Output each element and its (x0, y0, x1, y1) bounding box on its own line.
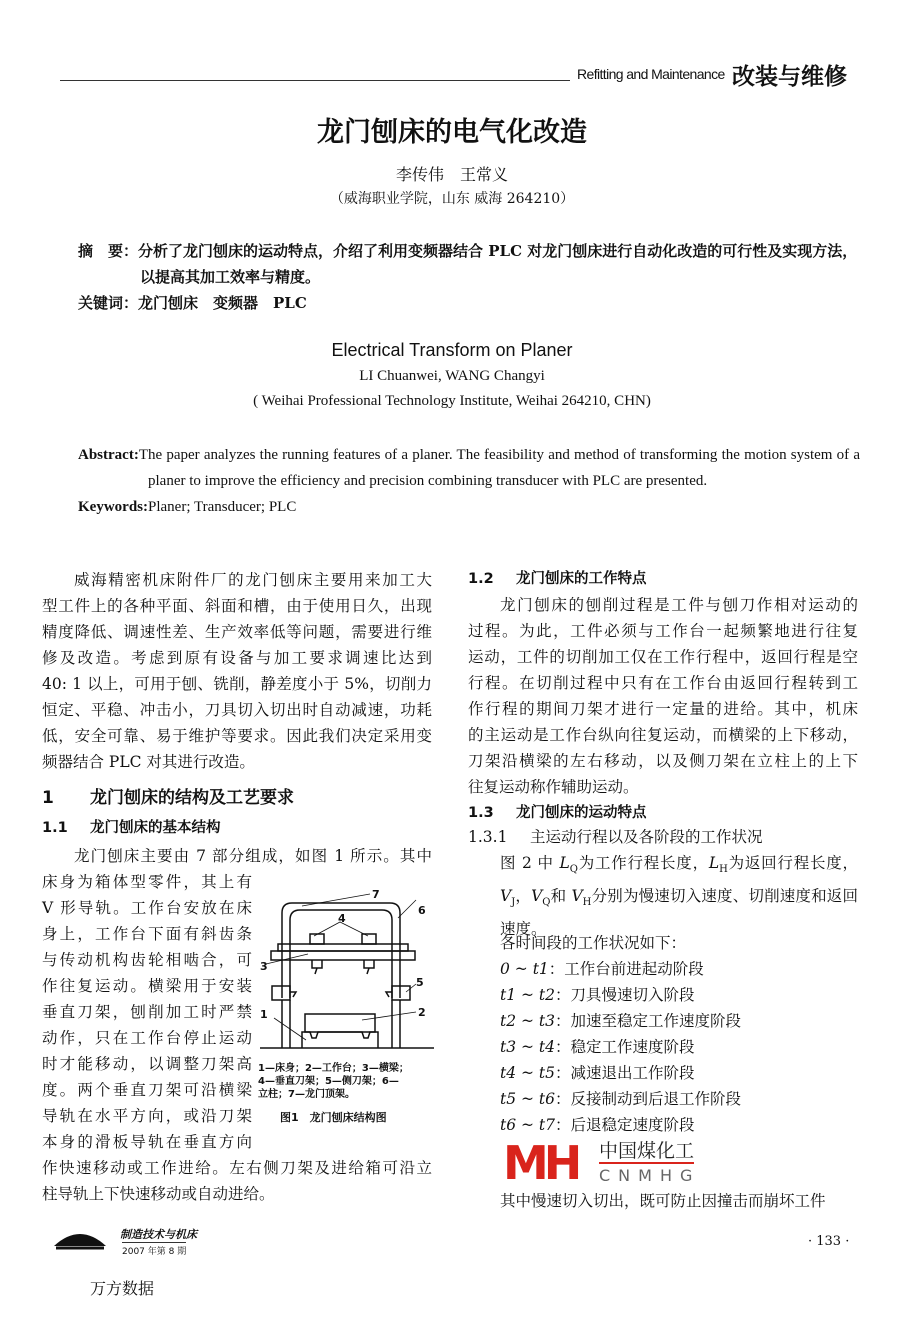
text-line: 修及改造。考虑到原有设备与加工要求调速比达到 (42, 649, 432, 667)
header-rule (60, 80, 570, 81)
watermark-cn: 中国煤化工 (599, 1140, 695, 1162)
text-line: 动作，只在工作台停止运动 (42, 1029, 252, 1047)
affiliation: （威海职业学院，山东 威海 264210） (329, 191, 575, 207)
stage-item: t5 ~ t6：反接制动到后退工作阶段 (500, 1090, 742, 1108)
stage-item: t4 ~ t5：减速退出工作阶段 (500, 1064, 695, 1082)
section-1-1-heading: 1.1 龙门刨床的基本结构 (42, 820, 221, 836)
stage-item: 0 ~ t1：工作台前进起动阶段 (500, 960, 704, 978)
text-line: 柱导轨上下快速移动或自动进给。 (42, 1185, 275, 1203)
text-line: 本身的滑板导轨在垂直方向 (42, 1133, 252, 1151)
text-line: 龙门刨床的刨削过程是工件与刨刀作相对运动的 (500, 596, 858, 614)
text-line: 与传动机构齿轮相啮合，可 (42, 951, 252, 969)
text-line: 40: 1 以上，可用于刨、铣削，静差度小于 5%，切削力 (42, 675, 432, 693)
text-line: 身上，工作台下面有斜齿条 (42, 925, 252, 943)
text-line: 时才能移动，以调整刀架高 (42, 1055, 252, 1073)
text-line: 往复运动称作辅助运动。 (468, 778, 639, 796)
journal-logo (52, 1228, 108, 1258)
figure-label: 6 (418, 904, 426, 917)
watermark-logo: MH (503, 1136, 578, 1190)
stage-item: t2 ~ t3：加速至稳定工作速度阶段 (500, 1012, 742, 1030)
columns (282, 1000, 400, 1048)
journal-logo-icon (52, 1228, 108, 1254)
authors-en: LI Chuanwei, WANG Changyi (359, 368, 545, 384)
text-line: 型工件上的各种平面、斜面和槽，由于使用日久，出现 (42, 597, 432, 615)
keywords-text: 龙门刨床 变频器 PLC (138, 294, 307, 312)
text-line: 其中慢速切入切出，既可防止因撞击而崩坏工件 (500, 1192, 826, 1210)
text-line: 作行程的期间刀架才进行一定量的进给。其中，机床 (468, 700, 858, 718)
text-line: 刀架沿横梁的左右移动，以及侧刀架在立柱上的上下 (468, 752, 858, 770)
figure-legend: 1—床身；2—工作台；3—横梁； 4—垂直刀架；5—侧刀架；6— 立柱；7—龙门顶架。 (258, 1063, 409, 1100)
text-line: 度。两个垂直刀架可沿横梁 (42, 1081, 252, 1099)
abstract-en-label: Abstract: (78, 447, 139, 463)
side-toolhead (272, 986, 290, 1000)
journal-issue: 2007 年第 8 期 (122, 1242, 186, 1257)
text-line: 床身为箱体型零件，其上有 (42, 873, 252, 891)
paper-title: 龙门刨床的电气化改造 (317, 117, 587, 148)
section-1-heading: 1 龙门刨床的结构及工艺要求 (42, 788, 294, 808)
header-section-en: Refitting and Maintenance (577, 66, 725, 82)
abstract-label: 摘 要： (78, 242, 139, 260)
figure-1 (258, 888, 438, 1124)
text-line: 低，安全可靠、易于维护等要求。因此我们决定采用变 (42, 727, 432, 745)
figure-label: 2 (418, 1006, 426, 1019)
abstract-text: 分析了龙门刨床的运动特点，介绍了利用变频器结合 PLC 对龙门刨床进行自动化改造的可行性及实现方法，以提高其加工效率与精度。 (138, 242, 858, 286)
text-line: 作快速移动或工作进给。左右侧刀架及进给箱可沿立 (42, 1159, 432, 1177)
text-line: 运动，工件的切削加工仅在工作行程中，返回行程是空 (468, 648, 858, 666)
text-line: 频器结合 PLC 对其进行改造。 (42, 753, 255, 771)
stage-item: t1 ~ t2：刀具慢速切入阶段 (500, 986, 695, 1004)
text-line: 精度降低、调速性差、生产效率低等问题，需要进行维 (42, 623, 432, 641)
abstract-en (78, 442, 860, 520)
figure-label: 1 (260, 1008, 268, 1021)
authors: 李传伟 王常义 (395, 165, 508, 184)
text-line: 的主运动是工作台纵向往复运动，而横梁的上下移动， (468, 726, 858, 744)
bed (302, 1032, 378, 1048)
vertical-toolhead (310, 934, 324, 944)
journal-name: 制造技术与机床 (120, 1228, 197, 1241)
watermark-en: CNMHG (599, 1166, 701, 1185)
text-line: 导轨在水平方向，或沿刀架 (42, 1107, 252, 1125)
text-line: V 形导轨。工作台安放在床 (42, 899, 252, 917)
section-1-3-heading: 1.3 龙门刨床的运动特点 (468, 805, 647, 821)
section-1-3-1-heading: 1.3.1 主运动行程以及各阶段的工作状况 (468, 828, 763, 846)
text-line: 作往复运动。横梁用于安装 (42, 977, 252, 995)
crossbeam-rail (278, 944, 408, 951)
stage-item: t3 ~ t4：稳定工作速度阶段 (500, 1038, 695, 1056)
stage-item: t6 ~ t7：后退稳定速度阶段 (500, 1116, 695, 1134)
figure-label: 3 (260, 960, 268, 973)
title-en: Electrical Transform on Planer (331, 340, 573, 360)
text-line: 垂直刀架，刨削加工时严禁 (42, 1003, 252, 1021)
abstract-en-text: The paper analyzes the running features of a planer. The feasibility and method of transforming the motion system of a planer to improve the efficiency and precision combining transducer with PLC are presented. (138, 447, 860, 489)
text-line: 恒定、平稳、冲击小，刀具切入切出时自动减速，功耗 (42, 701, 432, 719)
section-1-2-heading: 1.2 龙门刨床的工作特点 (468, 571, 647, 587)
source-label: 万方数据 (90, 1279, 155, 1298)
figure-label: 4 (338, 912, 346, 925)
figure-label: 7 (372, 888, 380, 901)
text-line: 行程。在切削过程中只有在工作台由返回行程转到工 (468, 674, 858, 692)
worktable (305, 1014, 375, 1032)
keywords-en-text: Planer; Transducer; PLC (148, 499, 297, 515)
cnmhg-watermark (503, 1136, 713, 1190)
keywords-en-label: Keywords: (78, 499, 148, 515)
text-line: 过程。为此，工件必须与工作台一起频繁地进行往复 (468, 622, 858, 640)
text-line: 龙门刨床主要由 7 部分组成，如图 1 所示。其中 (74, 847, 432, 865)
stages-list: 各时间段的工作状况如下： 0 ~ t1：工作台前进起动阶段 t1 ~ t2：刀具慢速切入阶段 t2 ~ t3：加速至稳定工作速度阶段 t3 ~ t4：稳定工作速度阶段 t4 ~ t5：减速退出工作阶段 t5 ~ t6：反接制动到后退工作阶段 t6 ~ t7：后退稳定速度阶段 (500, 930, 860, 1138)
header-section-cn: 改装与维修 (732, 64, 847, 90)
figure-label: 5 (416, 976, 424, 989)
text-line: 威海精密机床附件厂的龙门刨床主要用来加工大 (74, 571, 432, 589)
page-number: · 133 · (808, 1234, 850, 1249)
keywords-label: 关键词： (78, 294, 139, 312)
right-column (468, 566, 858, 942)
crossbeam (271, 951, 415, 960)
abstract-cn (78, 238, 868, 316)
planer-structure-diagram (258, 888, 438, 1058)
figure-caption: 图1 龙门刨床结构图 (280, 1111, 387, 1124)
affiliation-en: ( Weihai Professional Technology Institute, Weihai 264210, CHN) (253, 393, 651, 409)
paragraph-fig2: 图 2 中 $L_Q$为工作行程长度，$L_H$为返回行程长度，$V_J$，$V_Q$和 $V_H$分别为慢速切入速度、切削速度和返回速度。 (500, 854, 858, 939)
